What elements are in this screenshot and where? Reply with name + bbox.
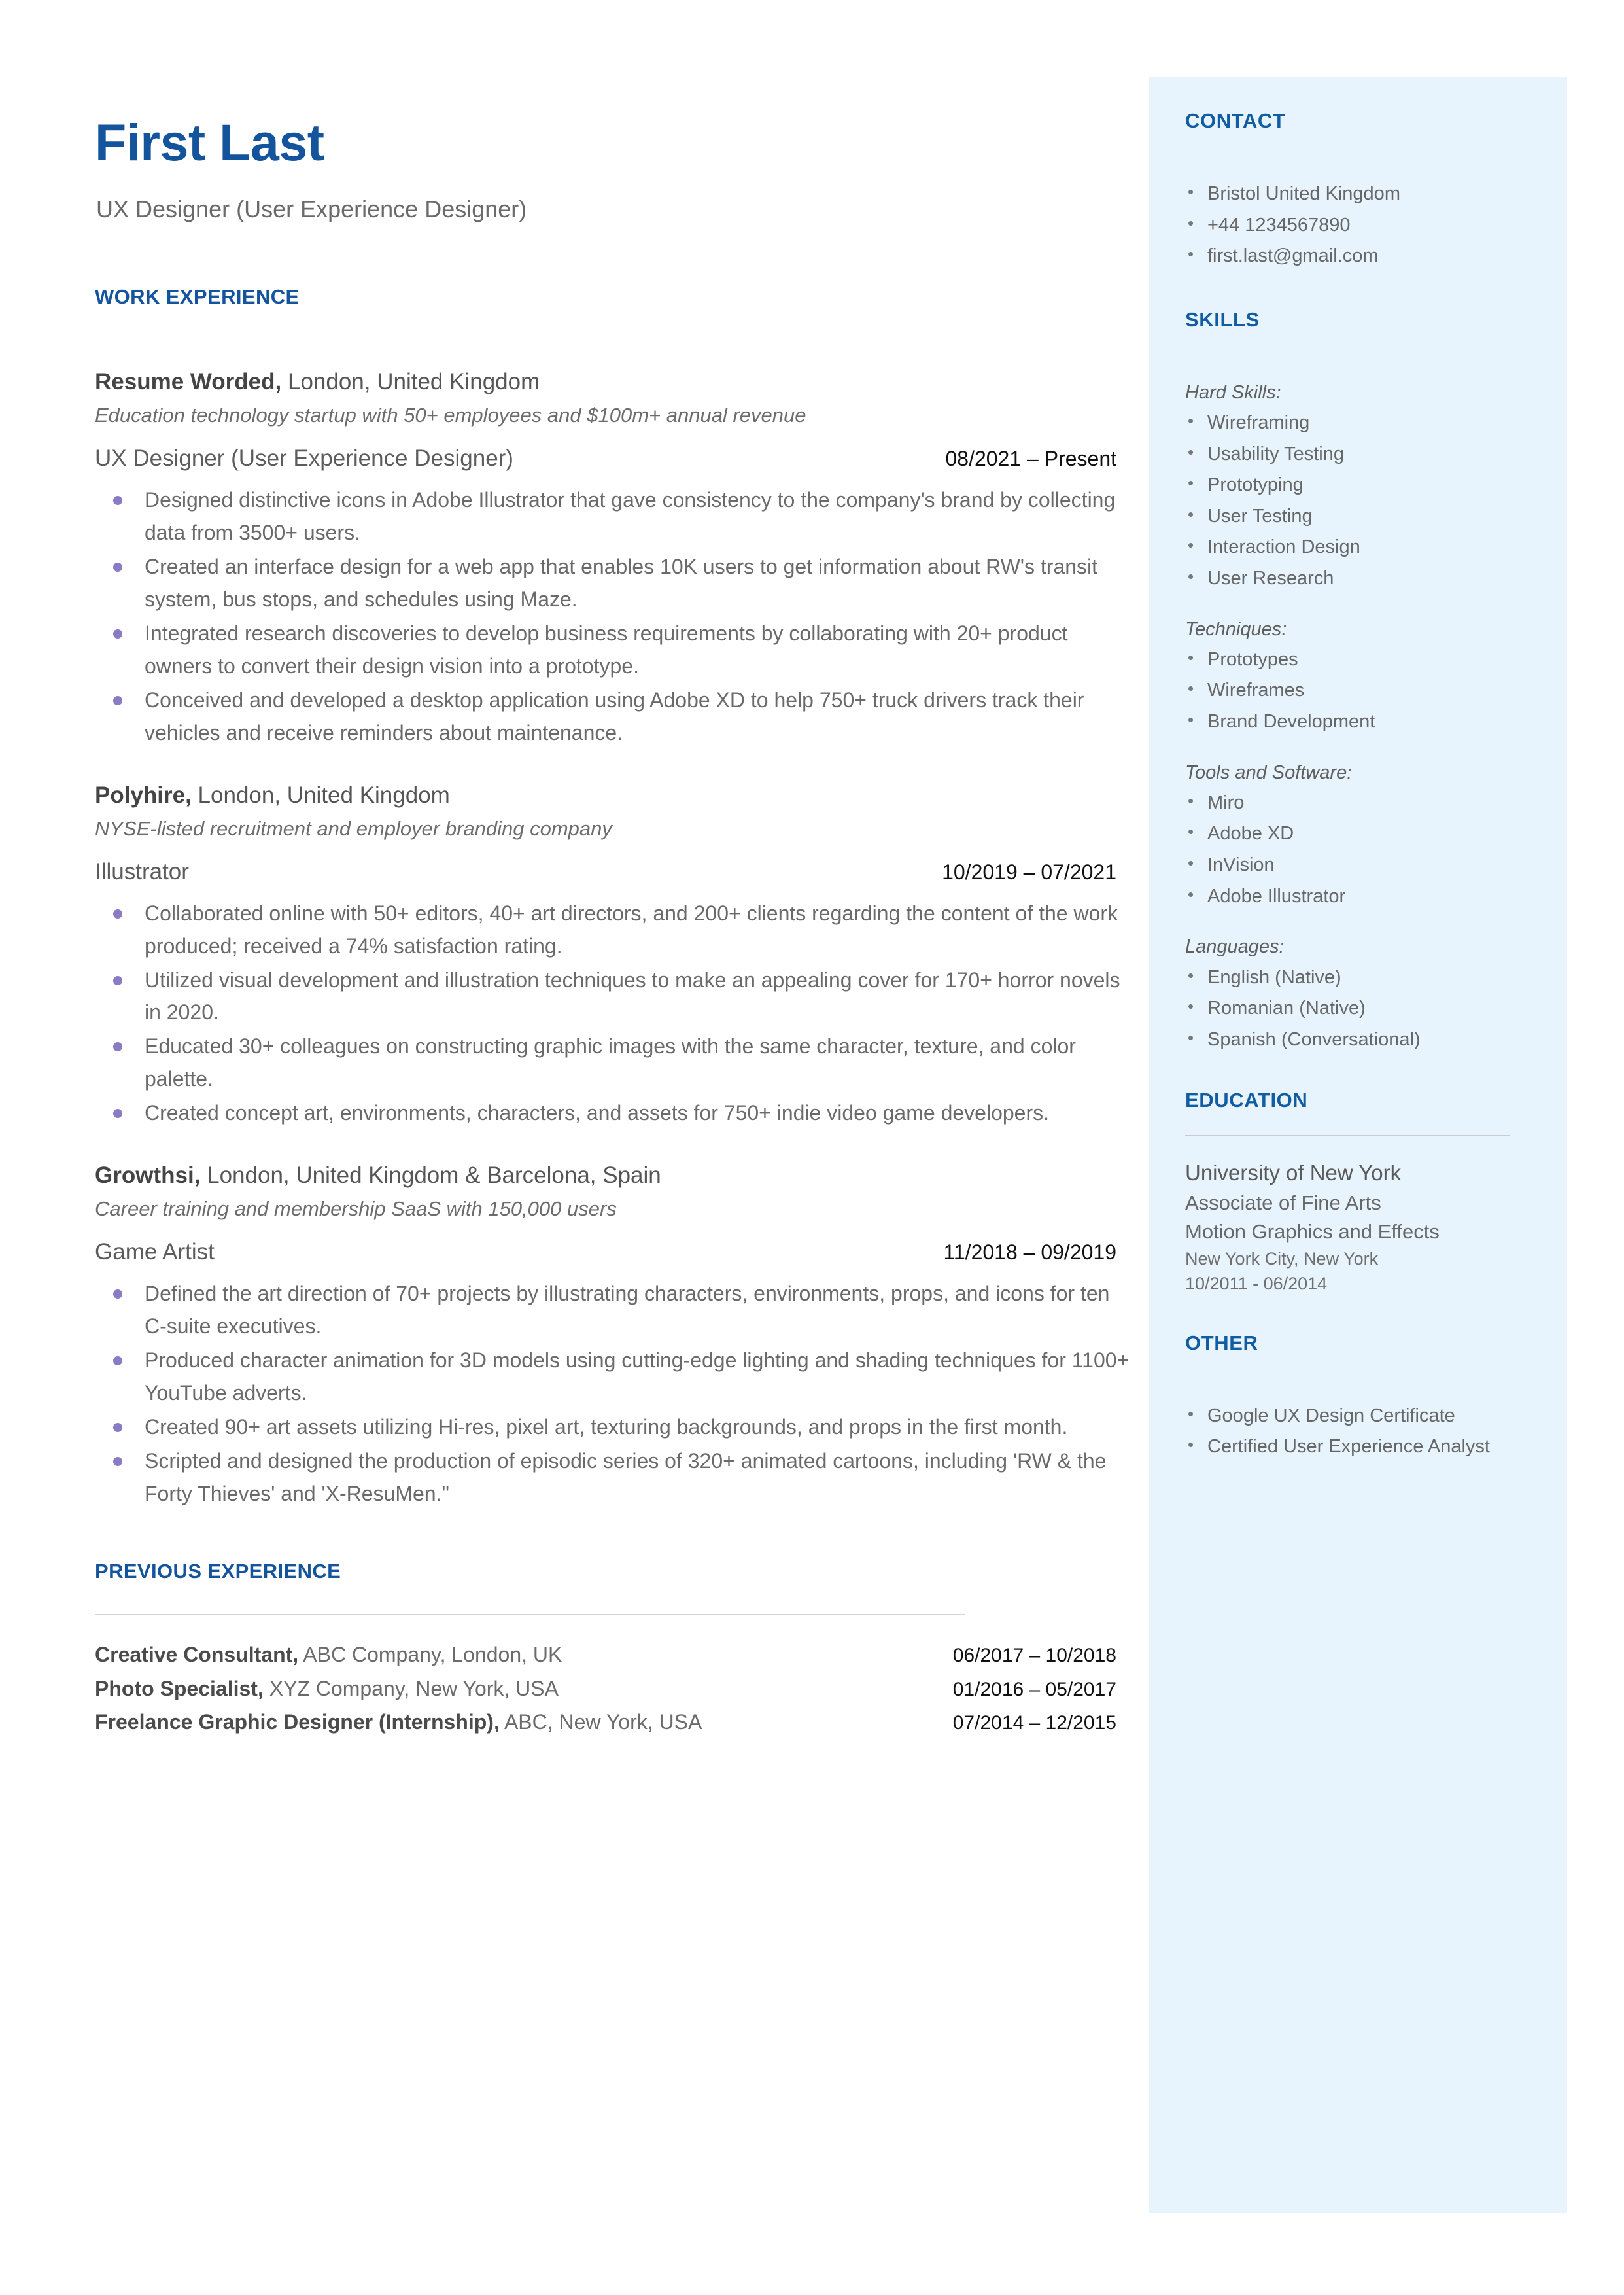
skills-group-hard-skills [1185,377,1510,595]
job-company-name: Polyhire, [95,782,192,808]
skills-group-list [1185,788,1510,912]
skills-group-label: Languages: [1185,936,1285,958]
sidebar-heading-skills: SKILLS [1185,307,1260,331]
job-company-description: Career training and membership SaaS with 150,000 users [95,1197,617,1221]
language-item: • Spanish (Conversational) [1185,1025,1510,1056]
job-bullet: Created 90+ art assets utilizing Hi-res, pixel art, texturing backgrounds, and props in the first month. [95,1411,1132,1444]
job-bullet: Defined the art direction of 70+ projects by illustrating characters, environments, props, and icons for ten C-suite executives. [95,1278,1132,1343]
job-entry [95,780,1132,1130]
skills-group-label: Techniques: [1185,618,1287,640]
job-bullet-list [95,1278,1132,1510]
skills-group-tools-and-software [1185,758,1510,913]
section-heading-previous-experience: PREVIOUS EXPERIENCE [95,1559,341,1583]
job-dates: 10/2019 – 07/2021 [942,860,1116,884]
job-dates: 08/2021 – Present [945,447,1116,471]
job-bullet: Created concept art, environments, characters, and assets for 750+ indie video game developers. [95,1097,1132,1130]
professional-subtitle: UX Designer (User Experience Designer) [96,196,527,222]
job-title: Illustrator [95,858,189,885]
job-title: Game Artist [95,1239,215,1265]
other-item: • Google UX Design Certificate [1185,1401,1510,1432]
other-item: • Certified User Experience Analyst [1185,1431,1510,1463]
education-entry [1185,1158,1510,1297]
skill-item: • Prototypes [1185,644,1510,676]
education-dates: 10/2011 - 06/2014 [1185,1274,1328,1294]
job-company-location: London, United Kingdom [281,369,540,395]
skill-item: • Prototyping [1185,470,1510,501]
other-list [1185,1401,1510,1463]
language-item: • English (Native) [1185,962,1510,994]
job-entry [95,1160,1132,1511]
skill-item: • Brand Development [1185,707,1510,738]
previous-job-role: Photo Specialist, [95,1676,264,1700]
job-bullet: Produced character animation for 3D models using cutting-edge lighting and shading techniques for 1100+ YouTube adverts. [95,1344,1132,1410]
previous-job-dates: 07/2014 – 12/2015 [952,1712,1116,1734]
contact-list [1185,179,1510,272]
job-company-line [95,780,1132,811]
skills-group-list [1185,408,1510,594]
job-bullet: Designed distinctive icons in Adobe Illustrator that gave consistency to the company's brand by collecting data from 3500+ users. [95,484,1132,550]
skill-item: • User Research [1185,563,1510,595]
previous-job-label [95,1672,559,1706]
job-bullet: Scripted and designed the production of episodic series of 320+ animated cartoons, including 'RW & the Forty Thieves' and 'X-ResuMen." [95,1445,1132,1511]
skill-item: • Adobe Illustrator [1185,881,1510,913]
job-title-row [95,445,1132,472]
job-bullet: Utilized visual development and illustration techniques to make an appealing cover for 170+ horror novels in 2020. [95,964,1132,1030]
skills-group-list [1185,962,1510,1056]
previous-experience-list [95,1638,1132,1740]
skill-item: • Wireframing [1185,408,1510,439]
job-title: UX Designer (User Experience Designer) [95,446,513,472]
job-company-line [95,366,1132,397]
job-bullet-list [95,898,1132,1130]
job-bullet: Integrated research discoveries to develop business requirements by collaborating with 20+ product owners to convert their design vision into a prototype. [95,618,1132,683]
education-location: New York City, New York [1185,1249,1379,1269]
language-item: • Romanian (Native) [1185,993,1510,1025]
skills-group-techniques [1185,614,1510,738]
education-field: Motion Graphics and Effects [1185,1220,1440,1244]
contact-item-email[interactable]: • first.last@gmail.com [1185,241,1510,272]
previous-job-label [95,1706,702,1740]
previous-job-detail: ABC Company, London, UK [298,1642,562,1666]
skill-item: • Interaction Design [1185,532,1510,563]
contact-item-location: • Bristol United Kingdom [1185,179,1510,210]
job-company-location: London, United Kingdom & Barcelona, Spain [200,1163,661,1189]
skill-item: • User Testing [1185,501,1510,533]
sidebar-heading-contact: CONTACT [1185,109,1286,132]
job-title-row [95,1238,1132,1266]
job-dates: 11/2018 – 09/2019 [943,1240,1116,1265]
job-title-row [95,858,1132,886]
skill-item: • Miro [1185,788,1510,819]
education-school: University of New York [1185,1161,1402,1185]
job-entry [95,366,1132,749]
contact-item-phone: • +44 1234567890 [1185,210,1510,241]
skills-group-languages [1185,932,1510,1055]
job-company-name: Growthsi, [95,1163,201,1189]
previous-job-detail: ABC, New York, USA [499,1710,702,1734]
previous-job-dates: 01/2016 – 05/2017 [952,1678,1116,1700]
job-company-location: London, United Kingdom [191,782,450,808]
job-bullet: Collaborated online with 50+ editors, 40+ art directors, and 200+ clients regarding the content of the work produced; received a 74% satisfaction rating. [95,898,1132,963]
page-title: First Last [95,113,324,171]
job-bullet: Educated 30+ colleagues on constructing graphic images with the same character, texture, and color palette. [95,1030,1132,1096]
sidebar [1149,77,1567,2213]
job-company-name: Resume Worded, [95,369,282,395]
job-company-description: Education technology startup with 50+ employees and $100m+ annual revenue [95,404,806,427]
sidebar-heading-education: EDUCATION [1185,1089,1308,1112]
section-heading-work-experience: WORK EXPERIENCE [95,285,300,308]
job-bullet: Conceived and developed a desktop application using Adobe XD to help 750+ truck drivers track their vehicles and receive reminders about maintenance. [95,684,1132,750]
previous-job-row [95,1706,1132,1740]
skill-item: • Usability Testing [1185,439,1510,470]
previous-job-row [95,1638,1132,1672]
skills-group-list [1185,644,1510,738]
sidebar-heading-other: OTHER [1185,1331,1258,1354]
previous-job-row [95,1672,1132,1706]
job-bullet-list [95,484,1132,749]
sidebar-inner [1185,110,1510,1463]
previous-job-detail: XYZ Company, New York, USA [263,1676,559,1700]
main-body [95,286,1132,1740]
previous-job-dates: 06/2017 – 10/2018 [952,1644,1116,1666]
previous-job-role: Creative Consultant, [95,1642,299,1666]
job-company-description: NYSE-listed recruitment and employer branding company [95,816,612,840]
skill-item: • Adobe XD [1185,818,1510,850]
skills-group-label: Hard Skills: [1185,381,1281,403]
job-bullet: Created an interface design for a web app that enables 10K users to get information about RW's transit system, bus stops, and schedules using Maze. [95,551,1132,616]
skill-item: • InVision [1185,850,1510,881]
previous-job-label [95,1638,562,1672]
skills-group-label: Tools and Software: [1185,762,1353,783]
job-company-line [95,1160,1132,1191]
skill-item: • Wireframes [1185,675,1510,707]
education-degree: Associate of Fine Arts [1185,1191,1381,1215]
previous-job-role: Freelance Graphic Designer (Internship), [95,1710,500,1734]
